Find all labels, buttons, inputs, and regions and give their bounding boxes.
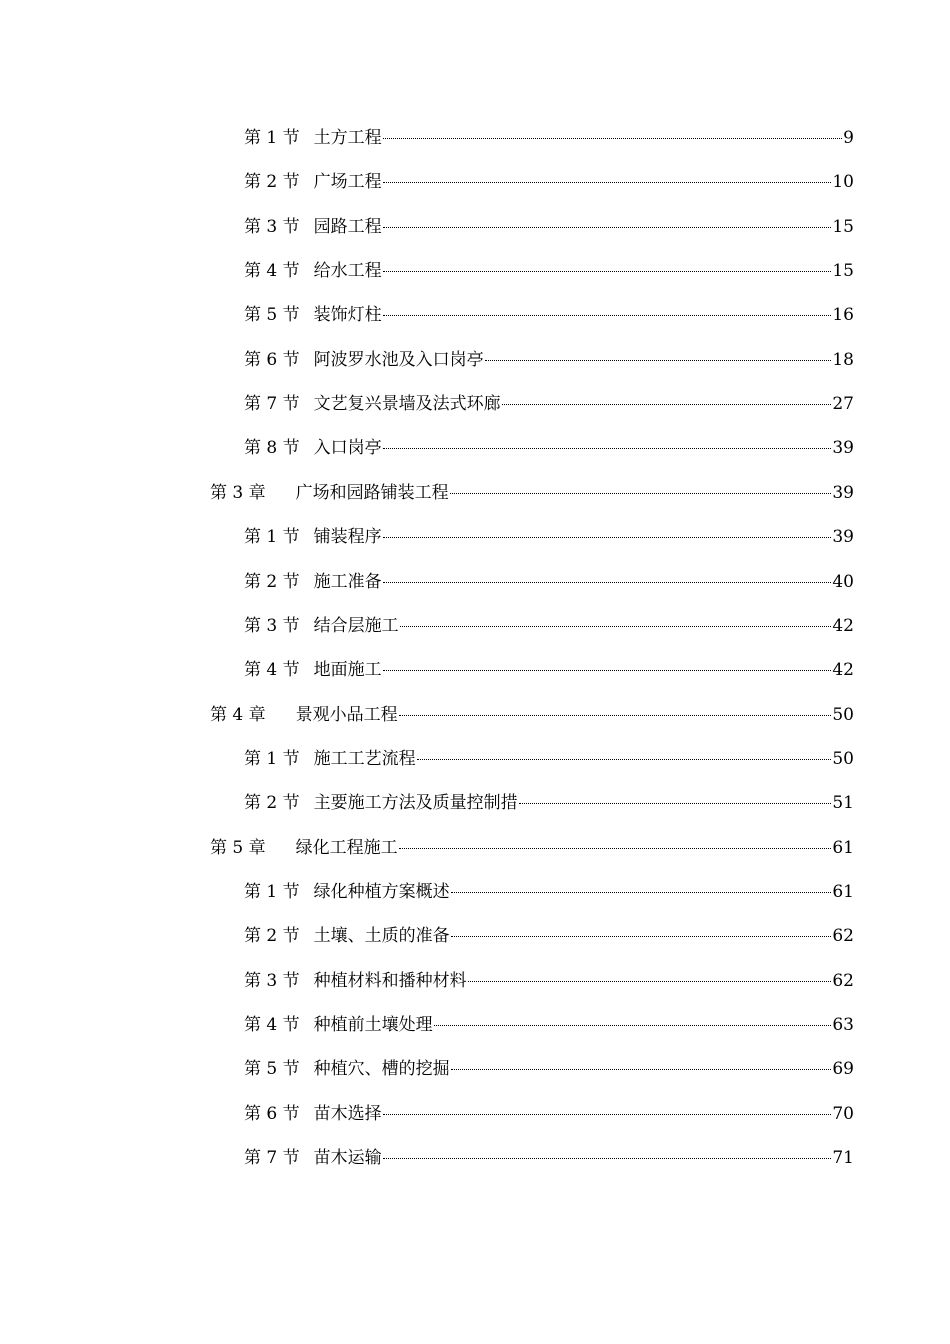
toc-entry-number: 第 2 节: [244, 572, 300, 592]
toc-entry-title: 广场工程: [313, 172, 382, 192]
toc-entry-title: 景观小品工程: [295, 705, 398, 725]
toc-entry-number: 第 6 节: [244, 1104, 300, 1124]
toc-entry-page-number: 39: [832, 527, 854, 547]
toc-entry-page-number: 9: [843, 128, 854, 148]
toc-chapter-entry[interactable]: [210, 481, 854, 505]
toc-dot-leader: [383, 536, 832, 538]
toc-entry-title: 给水工程: [313, 261, 382, 281]
toc-section-entry[interactable]: [244, 1013, 854, 1037]
toc-section-entry[interactable]: [244, 614, 854, 638]
toc-dot-leader: [450, 492, 832, 494]
toc-dot-leader: [383, 669, 832, 671]
toc-entry-page-number: 71: [832, 1148, 854, 1168]
toc-entry-page-number: 40: [832, 572, 854, 592]
toc-entry-title: 苗木选择: [313, 1104, 382, 1124]
toc-dot-leader: [451, 891, 832, 893]
toc-entry-number: 第 4 章: [210, 705, 266, 725]
toc-entry-page-number: 42: [832, 616, 854, 636]
toc-entry-page-number: 42: [832, 660, 854, 680]
toc-entry-page-number: 27: [832, 394, 854, 414]
toc-entry-page-number: 51: [832, 793, 854, 813]
toc-entry-number: 第 7 节: [244, 1148, 300, 1168]
toc-entry-page-number: 15: [832, 217, 854, 237]
toc-section-entry[interactable]: [244, 392, 854, 416]
toc-dot-leader: [502, 403, 832, 405]
toc-section-entry[interactable]: [244, 259, 854, 283]
toc-dot-leader: [399, 714, 832, 716]
toc-entry-page-number: 61: [832, 838, 854, 858]
toc-dot-leader: [451, 1068, 832, 1070]
toc-section-entry[interactable]: [244, 348, 854, 372]
toc-entry-number: 第 8 节: [244, 438, 300, 458]
toc-entry-page-number: 39: [832, 483, 854, 503]
toc-dot-leader: [383, 226, 832, 228]
toc-entry-number: 第 5 章: [210, 838, 266, 858]
toc-entry-number: 第 4 节: [244, 1015, 300, 1035]
toc-entry-title: 园路工程: [313, 217, 382, 237]
toc-entry-page-number: 50: [832, 749, 854, 769]
toc-entry-number: 第 3 节: [244, 971, 300, 991]
toc-entry-number: 第 1 节: [244, 882, 300, 902]
toc-entry-title: 种植前土壤处理: [313, 1015, 433, 1035]
toc-section-entry[interactable]: [244, 436, 854, 460]
toc-entry-number: 第 6 节: [244, 350, 300, 370]
toc-dot-leader: [383, 181, 832, 183]
toc-entry-title: 装饰灯柱: [313, 305, 382, 325]
toc-dot-leader: [383, 314, 832, 316]
toc-entry-title: 施工工艺流程: [313, 749, 416, 769]
toc-entry-page-number: 62: [832, 926, 854, 946]
toc-dot-leader: [383, 1157, 832, 1159]
toc-entry-title: 结合层施工: [313, 616, 399, 636]
toc-section-entry[interactable]: [244, 969, 854, 993]
toc-entry-page-number: 61: [832, 882, 854, 902]
toc-entry-page-number: 16: [832, 305, 854, 325]
toc-chapter-entry[interactable]: [210, 703, 854, 727]
toc-dot-leader: [417, 758, 832, 760]
toc-section-entry[interactable]: [244, 924, 854, 948]
toc-dot-leader: [485, 359, 832, 361]
toc-entry-title: 入口岗亭: [313, 438, 382, 458]
toc-entry-page-number: 69: [832, 1059, 854, 1079]
toc-section-entry[interactable]: [244, 303, 854, 327]
toc-entry-number: 第 2 节: [244, 172, 300, 192]
toc-entry-page-number: 18: [832, 350, 854, 370]
toc-entry-page-number: 15: [832, 261, 854, 281]
toc-entry-number: 第 4 节: [244, 660, 300, 680]
toc-section-entry[interactable]: [244, 570, 854, 594]
toc-entry-title: 施工准备: [313, 572, 382, 592]
toc-section-entry[interactable]: [244, 525, 854, 549]
toc-dot-leader: [434, 1024, 832, 1026]
toc-entry-number: 第 2 节: [244, 793, 300, 813]
toc-entry-title: 种植穴、槽的挖掘: [313, 1059, 450, 1079]
toc-chapter-entry[interactable]: [210, 836, 854, 860]
toc-section-entry[interactable]: [244, 1102, 854, 1126]
toc-entry-title: 地面施工: [313, 660, 382, 680]
toc-entry-number: 第 1 节: [244, 749, 300, 769]
toc-section-entry[interactable]: [244, 791, 854, 815]
toc-dot-leader: [383, 137, 843, 139]
toc-entry-number: 第 1 节: [244, 128, 300, 148]
toc-section-entry[interactable]: [244, 880, 854, 904]
toc-dot-leader: [383, 447, 832, 449]
toc-entry-title: 阿波罗水池及入口岗亭: [313, 350, 484, 370]
toc-entry-number: 第 2 节: [244, 926, 300, 946]
toc-entry-page-number: 50: [832, 705, 854, 725]
toc-dot-leader: [451, 935, 832, 937]
toc-dot-leader: [519, 802, 832, 804]
toc-entry-number: 第 3 节: [244, 217, 300, 237]
toc-section-entry[interactable]: [244, 747, 854, 771]
toc-entry-number: 第 3 章: [210, 483, 266, 503]
toc-entry-title: 绿化种植方案概述: [313, 882, 450, 902]
toc-entry-number: 第 3 节: [244, 616, 300, 636]
toc-entry-number: 第 7 节: [244, 394, 300, 414]
toc-section-entry[interactable]: [244, 1146, 854, 1170]
toc-dot-leader: [383, 581, 832, 583]
toc-entry-number: 第 4 节: [244, 261, 300, 281]
toc-entry-page-number: 39: [832, 438, 854, 458]
toc-section-entry[interactable]: [244, 1057, 854, 1081]
toc-dot-leader: [400, 625, 832, 627]
toc-entry-page-number: 62: [832, 971, 854, 991]
toc-section-entry[interactable]: [244, 170, 854, 194]
toc-entry-number: 第 5 节: [244, 1059, 300, 1079]
toc-entry-title: 土壤、土质的准备: [313, 926, 450, 946]
toc-entry-title: 文艺复兴景墙及法式环廊: [313, 394, 501, 414]
toc-section-entry[interactable]: [244, 215, 854, 239]
toc-dot-leader: [399, 847, 832, 849]
toc-entry-title: 土方工程: [313, 128, 382, 148]
toc-entry-title: 种植材料和播种材料: [313, 971, 467, 991]
toc-entry-title: 苗木运输: [313, 1148, 382, 1168]
toc-dot-leader: [383, 270, 832, 272]
toc-section-entry[interactable]: [244, 126, 854, 150]
toc-entry-number: 第 1 节: [244, 527, 300, 547]
toc-entry-page-number: 10: [832, 172, 854, 192]
toc-entry-title: 绿化工程施工: [295, 838, 398, 858]
toc-entry-title: 铺装程序: [313, 527, 382, 547]
toc-entry-page-number: 70: [832, 1104, 854, 1124]
toc-entry-page-number: 63: [832, 1015, 854, 1035]
toc-dot-leader: [468, 980, 832, 982]
toc-section-entry[interactable]: [244, 658, 854, 682]
toc-entry-number: 第 5 节: [244, 305, 300, 325]
toc-entry-title: 广场和园路铺装工程: [295, 483, 449, 503]
toc-dot-leader: [383, 1113, 832, 1115]
toc-entry-title: 主要施工方法及质量控制措: [313, 793, 518, 813]
